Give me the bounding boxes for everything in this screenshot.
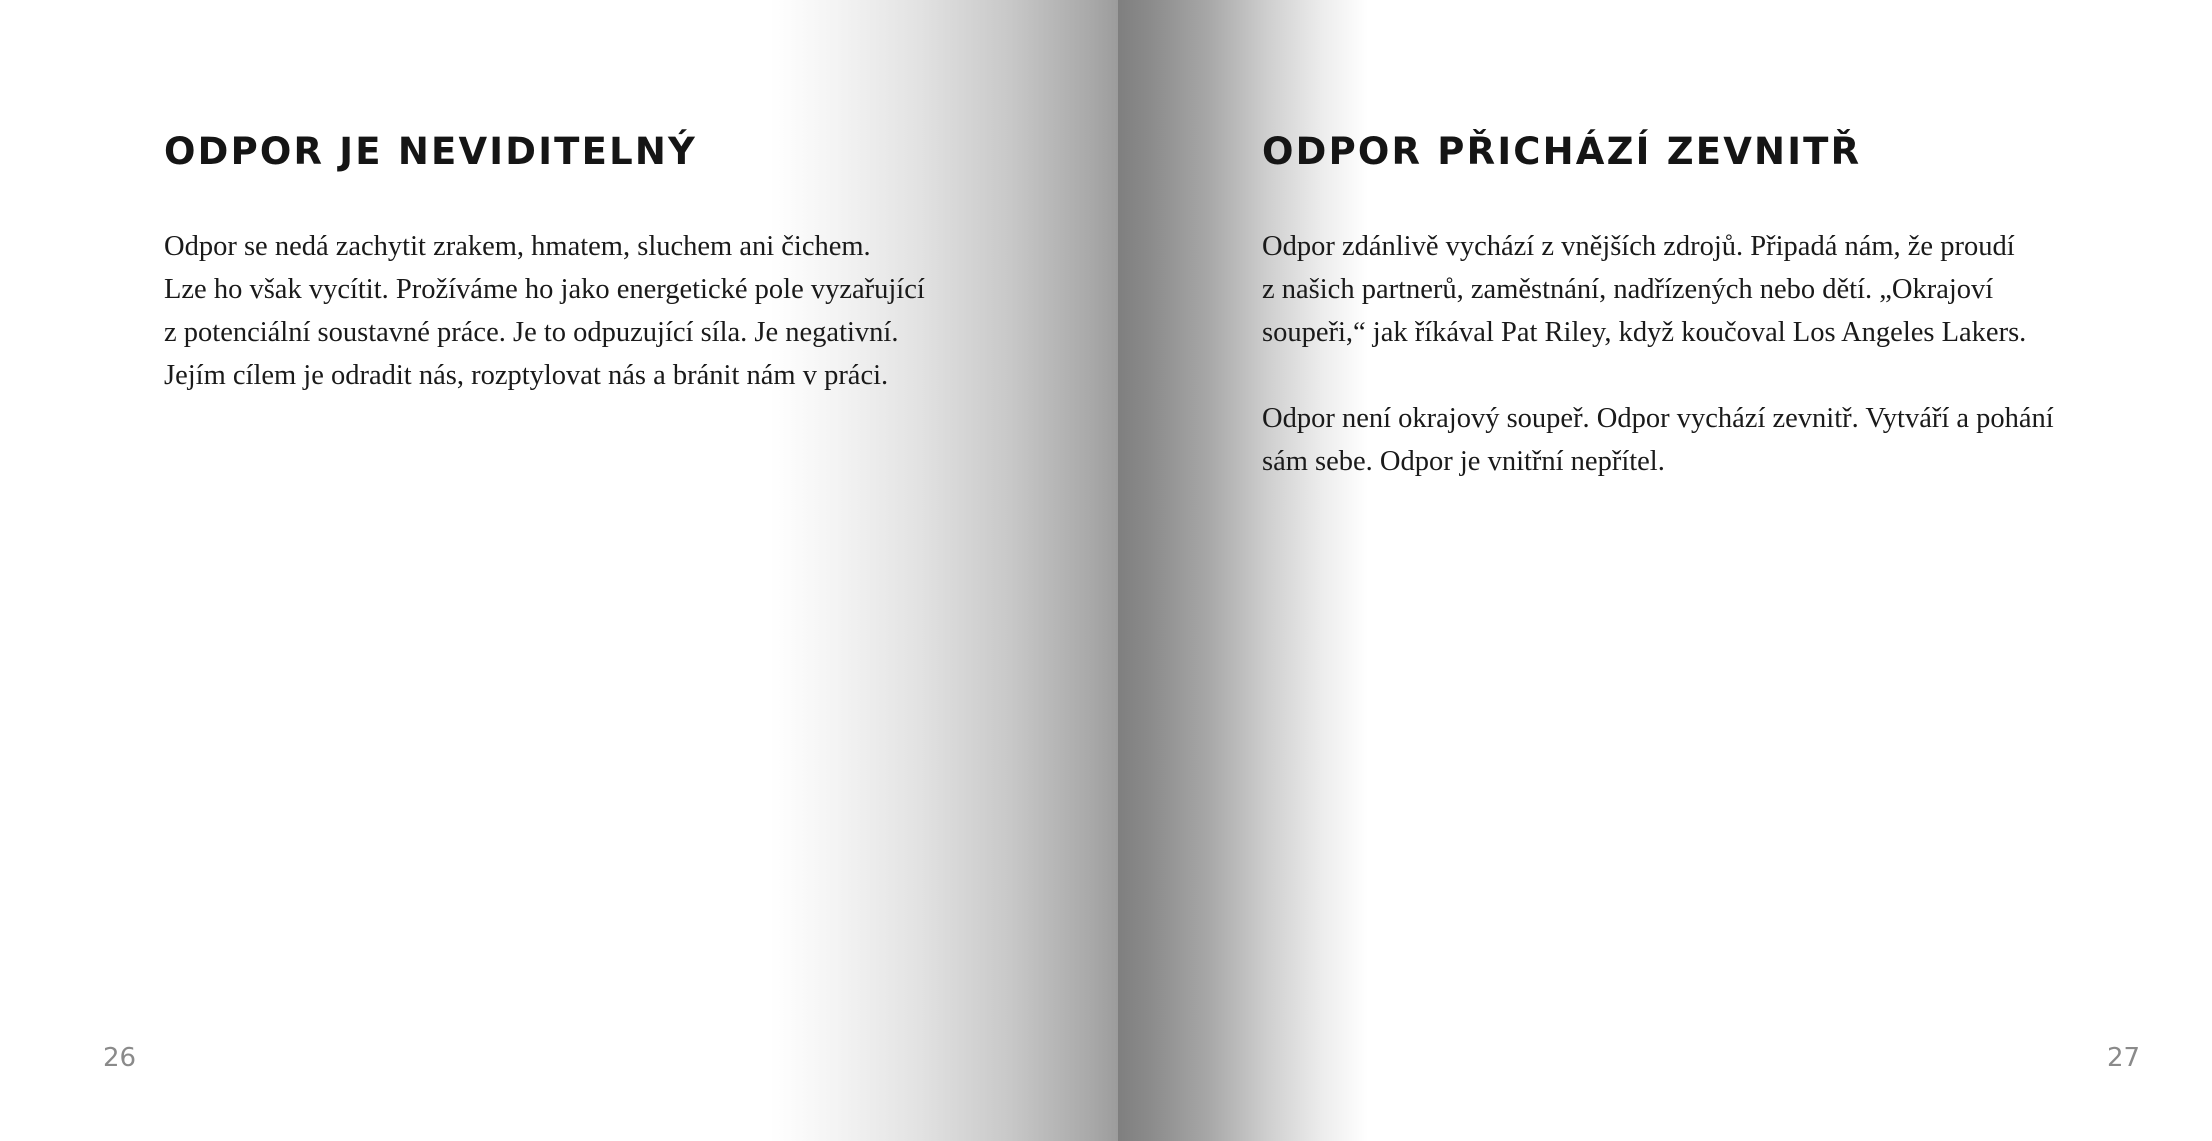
- right-page-number: 27: [2107, 1043, 2141, 1073]
- right-page-heading: ODPOR PŘICHÁZÍ ZEVNITŘ: [1262, 130, 1862, 173]
- left-page-heading: ODPOR JE NEVIDITELNÝ: [164, 130, 698, 173]
- right-page-paragraph-1: Odpor zdánlivě vychází z vnějších zdrojů. Připadá nám, že proudí z našich partnerů, zaměstnání, nadřízených nebo dětí. „Okrajoví soupeři,“ jak říkával Pat Riley, když koučoval Los Angeles Lakers.: [1262, 231, 2027, 348]
- right-page-paragraph-2: Odpor není okrajový soupeř. Odpor vychází zevnitř. Vytváří a pohání sám sebe. Odpor je vnitřní nepřítel.: [1262, 403, 2054, 477]
- left-page-number: 26: [103, 1043, 137, 1073]
- left-page-paragraph: Odpor se nedá zachytit zrakem, hmatem, sluchem ani čichem. Lze ho však vycítit. Prožíváme ho jako energetické pole vyzařující z potenciální soustavné práce. Je to odpuzující síla. Je negativní. Jejím cílem je odradit nás, rozptylovat nás a bránit nám v práci.: [164, 231, 925, 391]
